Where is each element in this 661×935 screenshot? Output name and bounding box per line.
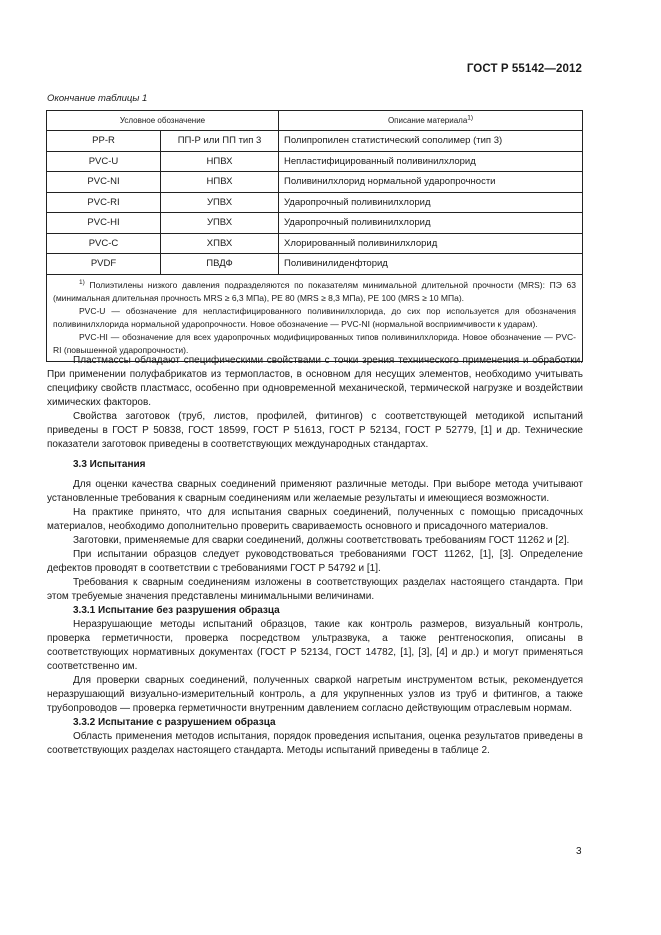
page-number: 3 xyxy=(576,846,582,857)
cell-description: Хлорированный поливинилхлорид xyxy=(279,233,583,254)
table-row xyxy=(47,192,583,213)
table-notes xyxy=(47,274,583,361)
cell-description: Полипропилен статистический сополимер (тип 3) xyxy=(279,131,583,152)
cell-description: Поливинилиденфторид xyxy=(279,254,583,275)
cell-ru: ХПВХ xyxy=(161,233,279,254)
cell-ru: УПВХ xyxy=(161,213,279,234)
section-heading-3-3-1: 3.3.1 Испытание без разрушения образца xyxy=(73,605,280,616)
paragraph: Неразрушающие методы испытаний образцов, такие как контроль размеров, визуальный контроль, проверка герметичности, проверка посредством ультразвука, а также рентгеноскопия, описаны в соответствующих нормативных документах (ГОСТ Р 52134, ГОСТ 14782, [1], [3], [4] и др.) и могут применяться соответственно им. xyxy=(47,619,583,672)
cell-ru: ПВДФ xyxy=(161,254,279,275)
cell-code: PVC-NI xyxy=(47,172,161,193)
cell-description: Непластифицированный поливинилхлорид xyxy=(279,151,583,172)
cell-code: PVC-C xyxy=(47,233,161,254)
paragraph: Для проверки сварных соединений, полученных сваркой нагретым инструментом встык, рекомендуется неразрушающий визуально-измерительный контроль, а для укрупненных узлов из труб и фитингов, а также трубопроводов — проверка герметичности внутренним давлением согласно действующим отраслевым нормам. xyxy=(47,675,583,714)
section-heading-3-3: 3.3 Испытания xyxy=(73,459,146,470)
table-notes-row xyxy=(47,274,583,361)
cell-description: Ударопрочный поливинилхлорид xyxy=(279,213,583,234)
note-1-marker: 1) xyxy=(79,278,85,286)
document-title: ГОСТ Р 55142—2012 xyxy=(466,63,582,75)
table-row xyxy=(47,233,583,254)
table-header-row xyxy=(47,111,583,131)
paragraph: На практике принято, что для испытания сварных соединений, полученных с помощью присадочных материалов, необходимо дополнительно проверить свариваемость основного и присадочного материалов. xyxy=(47,507,583,532)
paragraph: При испытании образцов следует руководствоваться требованиями ГОСТ 11262, [1], [3]. Определение дефектов проводят в соответствии с требованиями ГОСТ Р 54792 и [1]. xyxy=(47,549,583,574)
table-row xyxy=(47,151,583,172)
cell-description: Ударопрочный поливинилхлорид xyxy=(279,192,583,213)
table-row xyxy=(47,172,583,193)
cell-ru: НПВХ xyxy=(161,172,279,193)
paragraph: Заготовки, применяемые для сварки соединений, должны соответствовать требованиям ГОСТ 11262 и [2]. xyxy=(73,535,570,546)
table-row xyxy=(47,254,583,275)
footnote-marker: 1) xyxy=(467,114,474,122)
note-2: PVC-U — обозначение для непластифицированного поливинилхлорида, до сих пор используется для обозначения поливинилхлорида нормальной ударопрочности. Новое обозначение — PVC-NI (нормальной восприимчивости к ударам). xyxy=(53,305,576,329)
paragraph: Область применения методов испытания, порядок проведения испытания, оценка результатов приведены в соответствующих разделах настоящего стандарта. Методы испытаний приведены в таблице 2. xyxy=(47,731,583,756)
note-3: PVC-HI — обозначение для всех ударопрочных модифицированных типов поливинилхлорида. Новое обозначение — PVC-RI (повышенной ударопрочности). xyxy=(53,331,576,355)
cell-code: PVC-U xyxy=(47,151,161,172)
cell-ru: НПВХ xyxy=(161,151,279,172)
note-1: $^{1)}$ Полиэтилены низкого давления подразделяются по показателям минимальной длительной прочности (MRS): ПЭ 63 (минимальная длительная прочность MRS ≥ 6,3 МПа), PE 80 (MRS ≥ 8,3 МПа), PE 100 (MRS ≥ 10 МПа). xyxy=(53,278,576,303)
paragraph: Для оценки качества сварных соединений применяют различные методы. При выборе метода учитывают установленные требования к сварным соединениям или желаемые результаты и имеющиеся возможности. xyxy=(47,479,583,504)
section-heading-3-3-2: 3.3.2 Испытание с разрушением образца xyxy=(73,717,276,728)
paragraph: Свойства заготовок (труб, листов, профилей, фитингов) с соответствующей методикой испытаний приведены в ГОСТ Р 50838, ГОСТ 18599, ГОСТ Р 51613, ГОСТ Р 52134, ГОСТ Р 52779, [1] и др. Технические показатели заготовок приведены в соответствующих международных стандартах. xyxy=(47,411,583,450)
header-designation: Условное обозначение xyxy=(47,111,279,131)
body-text xyxy=(47,354,583,758)
cell-ru: УПВХ xyxy=(161,192,279,213)
cell-description: Поливинилхлорид нормальной ударопрочности xyxy=(279,172,583,193)
cell-code: PP-R xyxy=(47,131,161,152)
cell-code: PVDF xyxy=(47,254,161,275)
cell-code: PVC-RI xyxy=(47,192,161,213)
materials-table xyxy=(46,110,583,362)
header-description: Описание материала$^{1)}$ xyxy=(279,111,583,131)
cell-ru: ПП-Р или ПП тип 3 xyxy=(161,131,279,152)
table-row xyxy=(47,131,583,152)
paragraph: Пластмассы обладают специфическими свойствами с точки зрения технического применения и обработки. При применении полуфабрикатов из термопластов, в основном для несущих элементов, необходимо учитывать специфику свойств пластмасс, особенно при одновременной механической, термической нагрузке и воздействии химических факторов. xyxy=(47,355,583,408)
cell-code: PVC-HI xyxy=(47,213,161,234)
paragraph: Требования к сварным соединениям изложены в соответствующих разделах настоящего стандарта. При этом требуемые значения представлены минимальными величинами. xyxy=(47,577,583,602)
table-caption: Окончание таблицы 1 xyxy=(47,93,148,104)
table-row xyxy=(47,213,583,234)
